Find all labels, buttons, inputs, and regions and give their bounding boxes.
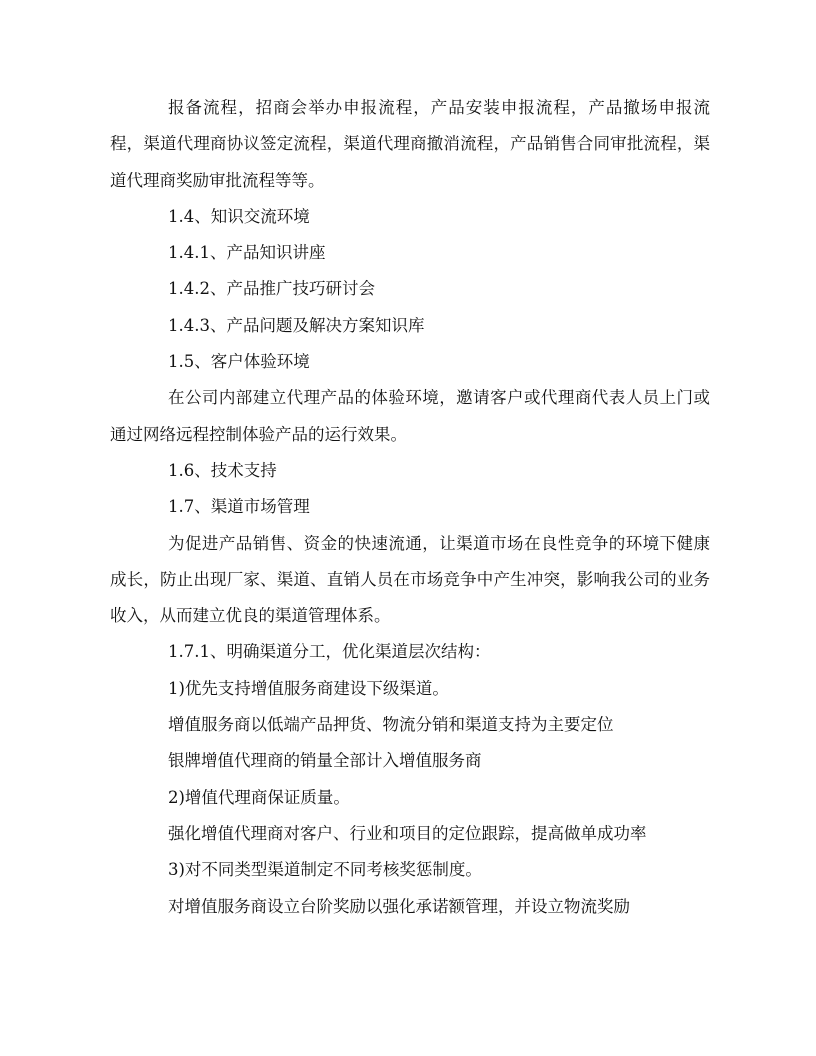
body-text <box>110 90 710 925</box>
heading-1-4-knowledge-exchange: 1.4、知识交流环境 <box>168 206 310 226</box>
paragraph-channel-management: 为促进产品销售、资金的快速流通，让渠道市场在良性竞争的环境下健康成长，防止出现厂家、渠道、直销人员在市场竞争中产生冲突，影响我公司的业务收入，从而建立优良的渠道管理体系。 <box>110 533 710 626</box>
heading-1-7-channel-management: 1.7、渠道市场管理 <box>168 497 310 517</box>
paragraph-experience-environment: 在公司内部建立代理产品的体验环境，邀请客户或代理商代表人员上门或通过网络远程控制体验产品的运行效果。 <box>110 388 710 444</box>
paragraph-approval-processes: 报备流程，招商会举办申报流程，产品安装申报流程，产品撤场申报流程，渠道代理商协议签定流程，渠道代理商撤消流程，产品销售合同审批流程，渠道代理商奖励审批流程等等。 <box>110 98 710 190</box>
heading-1-6-technical-support: 1.6、技术支持 <box>168 460 277 480</box>
heading-1-5-customer-experience: 1.5、客户体验环境 <box>168 352 310 372</box>
paragraph-tiered-rewards: 对增值服务商设立台阶奖励以强化承诺额管理，并设立物流奖励 <box>168 896 630 916</box>
list-item-3: 3)对不同类型渠道制定不同考核奖惩制度。 <box>168 860 482 880</box>
list-item-2: 2)增值代理商保证质量。 <box>168 787 350 807</box>
heading-1-4-2-promotion-seminar: 1.4.2、产品推广技巧研讨会 <box>168 279 375 299</box>
paragraph-service-provider-positioning: 增值服务商以低端产品押货、物流分销和渠道支持为主要定位 <box>168 715 614 735</box>
heading-1-4-3-knowledge-base: 1.4.3、产品问题及解决方案知识库 <box>168 315 425 335</box>
list-item-1: 1)优先支持增值服务商建设下级渠道。 <box>168 678 449 698</box>
heading-1-4-1-product-lecture: 1.4.1、产品知识讲座 <box>168 243 326 263</box>
paragraph-silver-agent-sales: 银牌增值代理商的销量全部计入增值服务商 <box>168 751 482 771</box>
heading-1-7-1-channel-division: 1.7.1、明确渠道分工，优化渠道层次结构： <box>168 642 491 662</box>
paragraph-agent-tracking: 强化增值代理商对客户、行业和项目的定位跟踪，提高做单成功率 <box>168 823 647 843</box>
